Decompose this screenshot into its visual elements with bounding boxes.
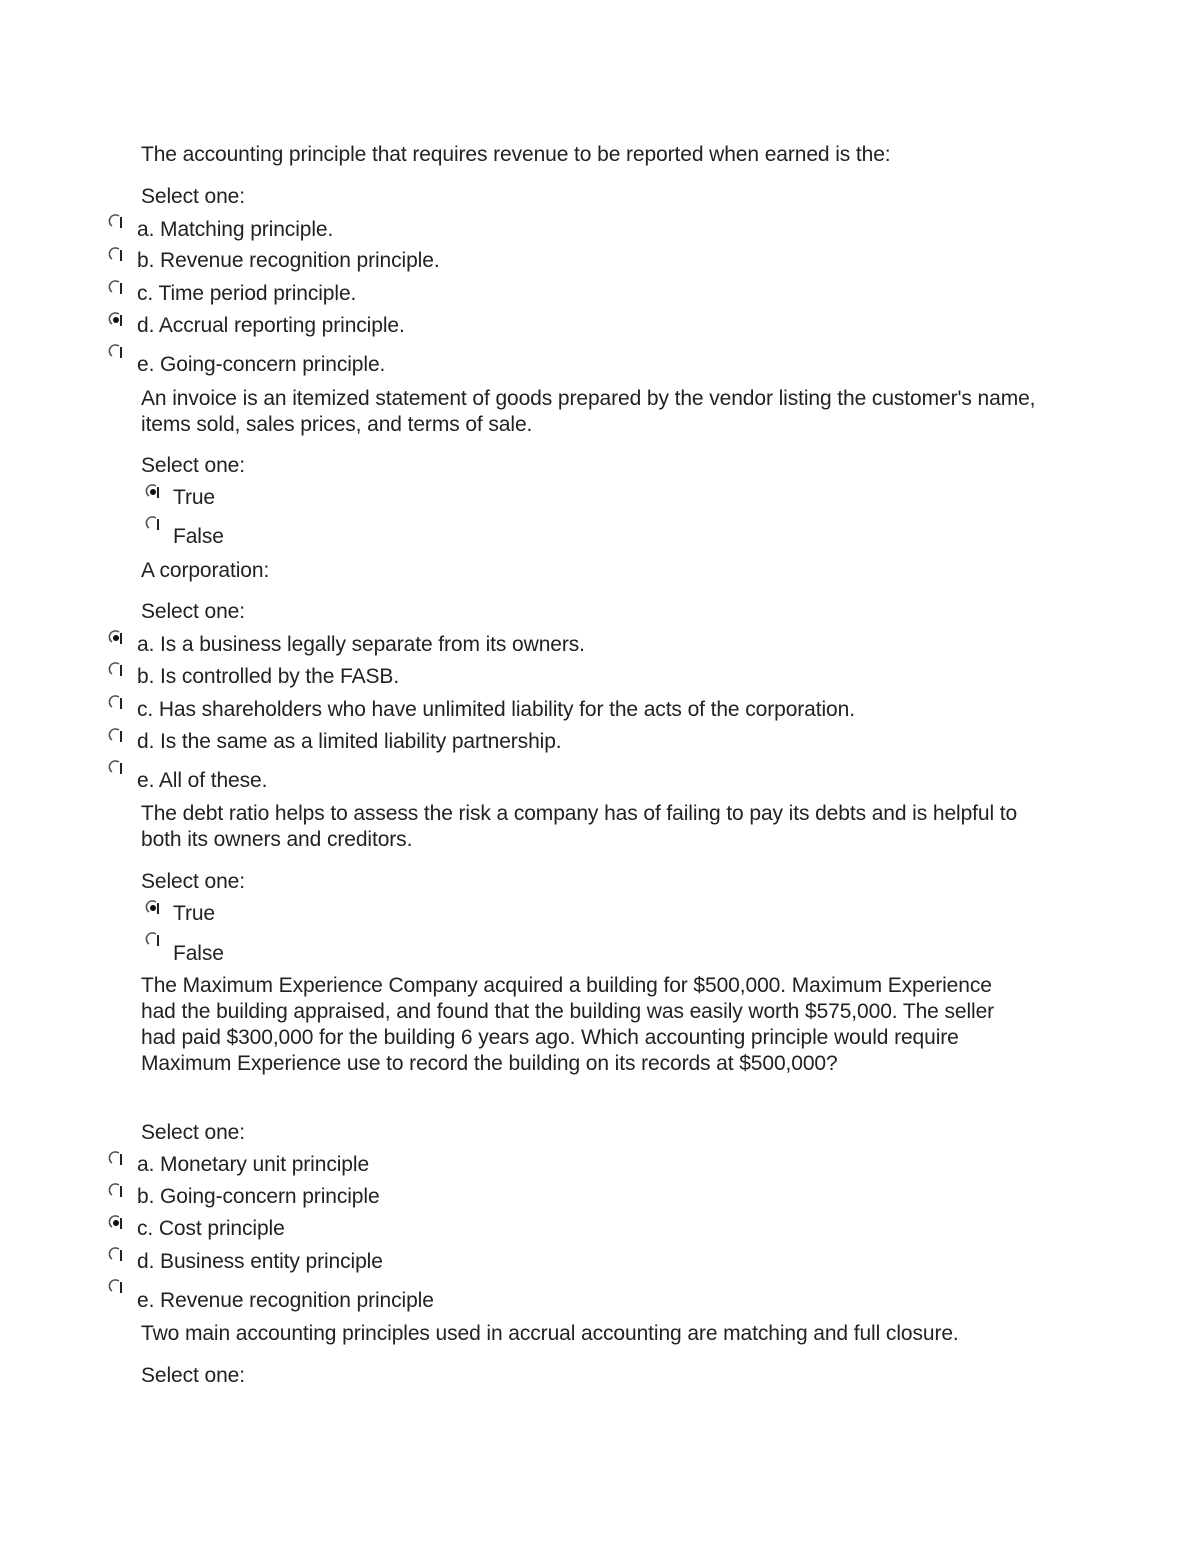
radio-circle-icon <box>107 343 125 361</box>
option-label-q1-d: d. Accrual reporting principle. <box>137 314 405 337</box>
radio-circle-icon <box>107 629 125 647</box>
question-3-text: A corporation: <box>141 559 270 582</box>
question-2-text: An invoice is an itemized statement of goods prepared by the vendor listing the customer's name, items sold, sales prices, and terms of sale. <box>141 387 1036 436</box>
radio-circle-icon <box>107 279 125 297</box>
radio-q5-b[interactable] <box>107 1182 125 1200</box>
option-label-q3-e: e. All of these. <box>137 769 268 792</box>
question-1-prompt: Select one: <box>141 185 245 208</box>
radio-q1-e[interactable] <box>107 343 125 361</box>
question-2-prompt: Select one: <box>141 454 245 477</box>
question-5-prompt: Select one: <box>141 1121 245 1144</box>
option-label-q5-e: e. Revenue recognition principle <box>137 1289 434 1312</box>
option-label-q5-b: b. Going-concern principle <box>137 1185 380 1208</box>
option-label-q2-false: False <box>173 525 224 548</box>
option-label-q3-b: b. Is controlled by the FASB. <box>137 665 400 688</box>
radio-q4-false[interactable] <box>144 931 162 949</box>
question-3-prompt: Select one: <box>141 600 245 623</box>
radio-circle-icon <box>144 899 162 917</box>
question-4-prompt: Select one: <box>141 870 245 893</box>
radio-q3-e[interactable] <box>107 759 125 777</box>
radio-circle-icon <box>107 759 125 777</box>
radio-circle-icon <box>107 246 125 264</box>
radio-q1-b[interactable] <box>107 246 125 264</box>
radio-selected-dot <box>150 905 156 911</box>
radio-circle-icon <box>107 1246 125 1264</box>
question-4-text: The debt ratio helps to assess the risk a company has of failing to pay its debts and is helpful to both its owners and creditors. <box>141 802 1018 851</box>
radio-selected-dot <box>113 1220 119 1226</box>
radio-q3-a[interactable] <box>107 629 125 647</box>
option-label-q1-a: a. Matching principle. <box>137 218 334 241</box>
option-label-q1-e: e. Going-concern principle. <box>137 353 386 376</box>
radio-circle-icon <box>107 694 125 712</box>
radio-q5-c[interactable] <box>107 1214 125 1232</box>
radio-q1-a[interactable] <box>107 213 125 231</box>
option-label-q5-a: a. Monetary unit principle <box>137 1153 370 1176</box>
option-label-q5-c: c. Cost principle <box>137 1217 285 1240</box>
question-5-text: The Maximum Experience Company acquired a building for $500,000. Maximum Experience had the building appraised, and found that the building was easily worth $575,000. The seller had paid $300,000 for the building 6 years ago. Which accounting principle would require Maximum Experience use to record the building on its records at $500,000? <box>141 974 995 1075</box>
option-label-q5-d: d. Business entity principle <box>137 1250 383 1273</box>
question-6-prompt: Select one: <box>141 1364 245 1387</box>
radio-circle-icon <box>144 515 162 533</box>
option-label-q1-c: c. Time period principle. <box>137 282 357 305</box>
option-label-q3-d: d. Is the same as a limited liability partnership. <box>137 730 562 753</box>
radio-circle-icon <box>144 483 162 501</box>
radio-circle-icon <box>107 1182 125 1200</box>
radio-circle-icon <box>107 661 125 679</box>
option-label-q2-true: True <box>173 486 215 509</box>
radio-circle-icon <box>107 1150 125 1168</box>
radio-selected-dot <box>113 635 119 641</box>
radio-q2-true[interactable] <box>144 483 162 501</box>
option-label-q4-false: False <box>173 942 224 965</box>
radio-q1-c[interactable] <box>107 279 125 297</box>
question-6-text: Two main accounting principles used in accrual accounting are matching and full closure. <box>141 1322 959 1345</box>
radio-q5-a[interactable] <box>107 1150 125 1168</box>
radio-q3-c[interactable] <box>107 694 125 712</box>
option-label-q3-a: a. Is a business legally separate from its owners. <box>137 633 585 656</box>
radio-circle-icon <box>107 727 125 745</box>
radio-selected-dot <box>113 317 119 323</box>
radio-selected-dot <box>150 489 156 495</box>
option-label-q1-b: b. Revenue recognition principle. <box>137 249 440 272</box>
question-1-text: The accounting principle that requires revenue to be reported when earned is the: <box>141 143 891 166</box>
option-label-q4-true: True <box>173 902 215 925</box>
radio-circle-icon <box>107 1214 125 1232</box>
option-label-q3-c: c. Has shareholders who have unlimited liability for the acts of the corporation. <box>137 698 855 721</box>
radio-circle-icon <box>107 1278 125 1296</box>
radio-q5-d[interactable] <box>107 1246 125 1264</box>
radio-circle-icon <box>144 931 162 949</box>
radio-q3-b[interactable] <box>107 661 125 679</box>
radio-q2-false[interactable] <box>144 515 162 533</box>
radio-q4-true[interactable] <box>144 899 162 917</box>
radio-circle-icon <box>107 213 125 231</box>
radio-q1-d[interactable] <box>107 311 125 329</box>
radio-q3-d[interactable] <box>107 727 125 745</box>
radio-q5-e[interactable] <box>107 1278 125 1296</box>
radio-circle-icon <box>107 311 125 329</box>
